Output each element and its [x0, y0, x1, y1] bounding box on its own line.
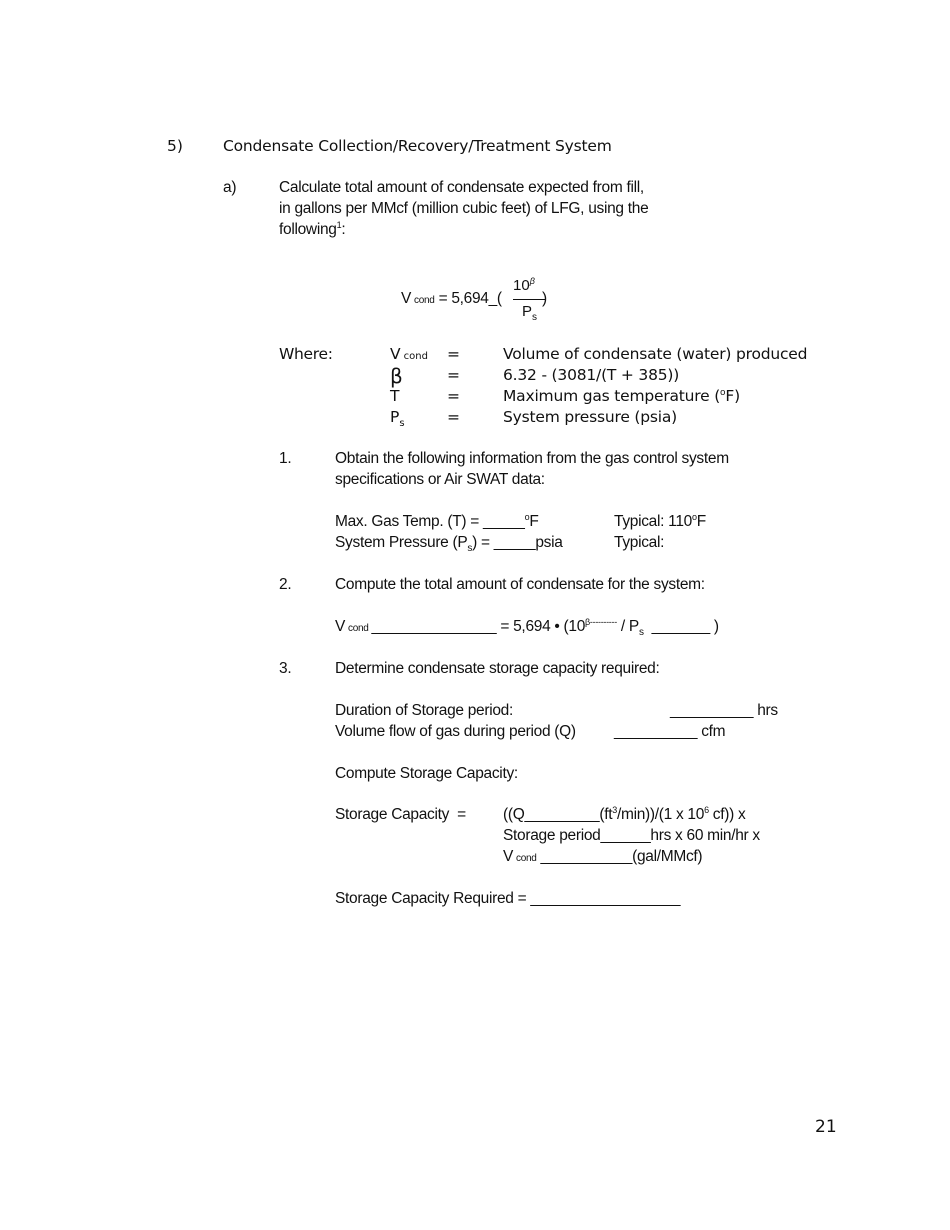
temp-typical — [614, 513, 706, 531]
where-row-2-equals: = — [447, 366, 460, 384]
system-pressure-field — [335, 534, 563, 555]
step-2-exponent: β---------- — [585, 616, 617, 627]
storage-capacity-line-1 — [503, 806, 745, 824]
temp-typical-unit: F — [696, 513, 706, 530]
cap-line-3-post: ___________(gal/MMcf) — [536, 848, 703, 865]
page-number: 21 — [815, 1117, 837, 1137]
compute-storage-label: Compute Storage Capacity: — [335, 765, 518, 782]
temp-typical-value: Typical: 110 — [614, 513, 692, 530]
formula-v-sub: cond — [414, 295, 435, 306]
where-row-3-desc-pre: Maximum gas temperature ( — [503, 387, 721, 405]
max-gas-temp-label: Max. Gas Temp. (T) = _____ — [335, 513, 525, 530]
step-2-text: Compute the total amount of condensate for the system: — [335, 576, 705, 593]
where-row-4-equals: = — [447, 408, 460, 426]
step-2-eq-mid: _______________ = 5,694 • (10 — [371, 618, 586, 635]
where-row-3-desc-post: F) — [725, 387, 740, 405]
cap-line-3-sub: cond — [516, 853, 537, 864]
temp-unit: F — [529, 513, 539, 530]
cap-line-1-mid: /min))/(1 x 10 — [616, 806, 705, 823]
where-row-1-desc: Volume of condensate (water) produced — [503, 345, 808, 363]
pressure-typical: Typical: — [614, 534, 665, 551]
cap-line-1-post: cf)) x — [708, 806, 746, 823]
storage-capacity-label: Storage Capacity = — [335, 806, 466, 823]
cap-line-1-sup-1: 3 — [612, 804, 617, 815]
duration-label: Duration of Storage period: — [335, 702, 514, 719]
footnote-marker: 1 — [336, 219, 342, 230]
where-row-1-symbol — [390, 345, 428, 363]
formula-close: ) — [542, 290, 547, 307]
temp-degree-marker: o — [524, 511, 530, 522]
step-1-number: 1. — [279, 450, 292, 467]
pressure-label-post: ) = _____psia — [472, 534, 563, 551]
storage-capacity-required: Storage Capacity Required = __________________ — [335, 890, 681, 907]
degree-marker: o — [720, 387, 726, 398]
duration-value: __________ hrs — [670, 702, 778, 719]
where-sym-v-sub: cond — [403, 351, 428, 362]
temp-typical-degree: o — [691, 511, 697, 522]
part-a-line-1: Calculate total amount of condensate expected from fill, — [279, 179, 644, 196]
where-label: Where: — [279, 345, 333, 363]
fraction-bar — [513, 299, 545, 300]
flow-label: Volume flow of gas during period (Q) — [335, 723, 576, 740]
step-2-equation — [335, 616, 719, 639]
where-row-2-symbol: β — [390, 364, 403, 388]
section-title: Condensate Collection/Recovery/Treatment System — [223, 137, 612, 155]
part-a-line-3 — [279, 221, 345, 239]
where-row-3-symbol: T — [390, 387, 400, 405]
where-row-3-desc — [503, 387, 740, 405]
cap-line-1-pre: ((Q_________(ft — [503, 806, 613, 823]
cap-line-1-sup-2: 6 — [704, 804, 709, 815]
where-row-1-equals: = — [447, 345, 460, 363]
fraction-denominator — [522, 303, 538, 323]
step-1-line-1: Obtain the following information from the gas control system — [335, 450, 729, 467]
storage-capacity-line-3 — [503, 848, 702, 866]
cap-line-3-v: V — [503, 848, 514, 865]
step-2-v: V — [335, 618, 346, 635]
storage-capacity-line-2: Storage period______hrs x 60 min/hr x — [503, 827, 760, 844]
pressure-label-pre: System Pressure (P — [335, 534, 468, 551]
step-1-line-2: specifications or Air SWAT data: — [335, 471, 545, 488]
formula-rhs: = 5,694_( — [438, 290, 502, 307]
denominator-sub: s — [532, 312, 538, 323]
numerator-base: 10 — [513, 277, 530, 294]
where-row-3-equals: = — [447, 387, 460, 405]
step-3-number: 3. — [279, 660, 292, 677]
where-sym-v: V — [390, 345, 401, 363]
part-a-line-2: in gallons per MMcf (million cubic feet) of LFG, using the — [279, 200, 649, 217]
where-row-2-desc: 6.32 - (3081/(T + 385)) — [503, 366, 680, 384]
max-gas-temp-field — [335, 513, 539, 531]
formula-v: V — [401, 290, 412, 307]
fraction-numerator — [513, 277, 535, 294]
where-sym-p: P — [390, 408, 400, 426]
denominator-base: P — [522, 303, 533, 320]
step-2-ps-sub: s — [638, 627, 644, 639]
flow-value: __________ cfm — [614, 723, 726, 740]
section-number: 5) — [167, 137, 183, 155]
step-2-number: 2. — [279, 576, 292, 593]
step-2-eq-end: _______ ) — [643, 618, 719, 635]
where-row-4-desc: System pressure (psia) — [503, 408, 678, 426]
formula-lhs — [401, 290, 502, 308]
step-3-text: Determine condensate storage capacity required: — [335, 660, 660, 677]
part-a-label: a) — [223, 179, 237, 196]
part-a-line-3-end: : — [341, 221, 346, 238]
step-2-ps: / P — [616, 618, 639, 635]
where-sym-p-sub: s — [399, 418, 405, 430]
numerator-exponent: β — [529, 276, 535, 286]
where-row-4-symbol — [390, 408, 405, 430]
pressure-sub: s — [467, 543, 473, 555]
part-a-line-3-text: following — [279, 221, 337, 238]
step-2-v-sub: cond — [348, 623, 369, 634]
